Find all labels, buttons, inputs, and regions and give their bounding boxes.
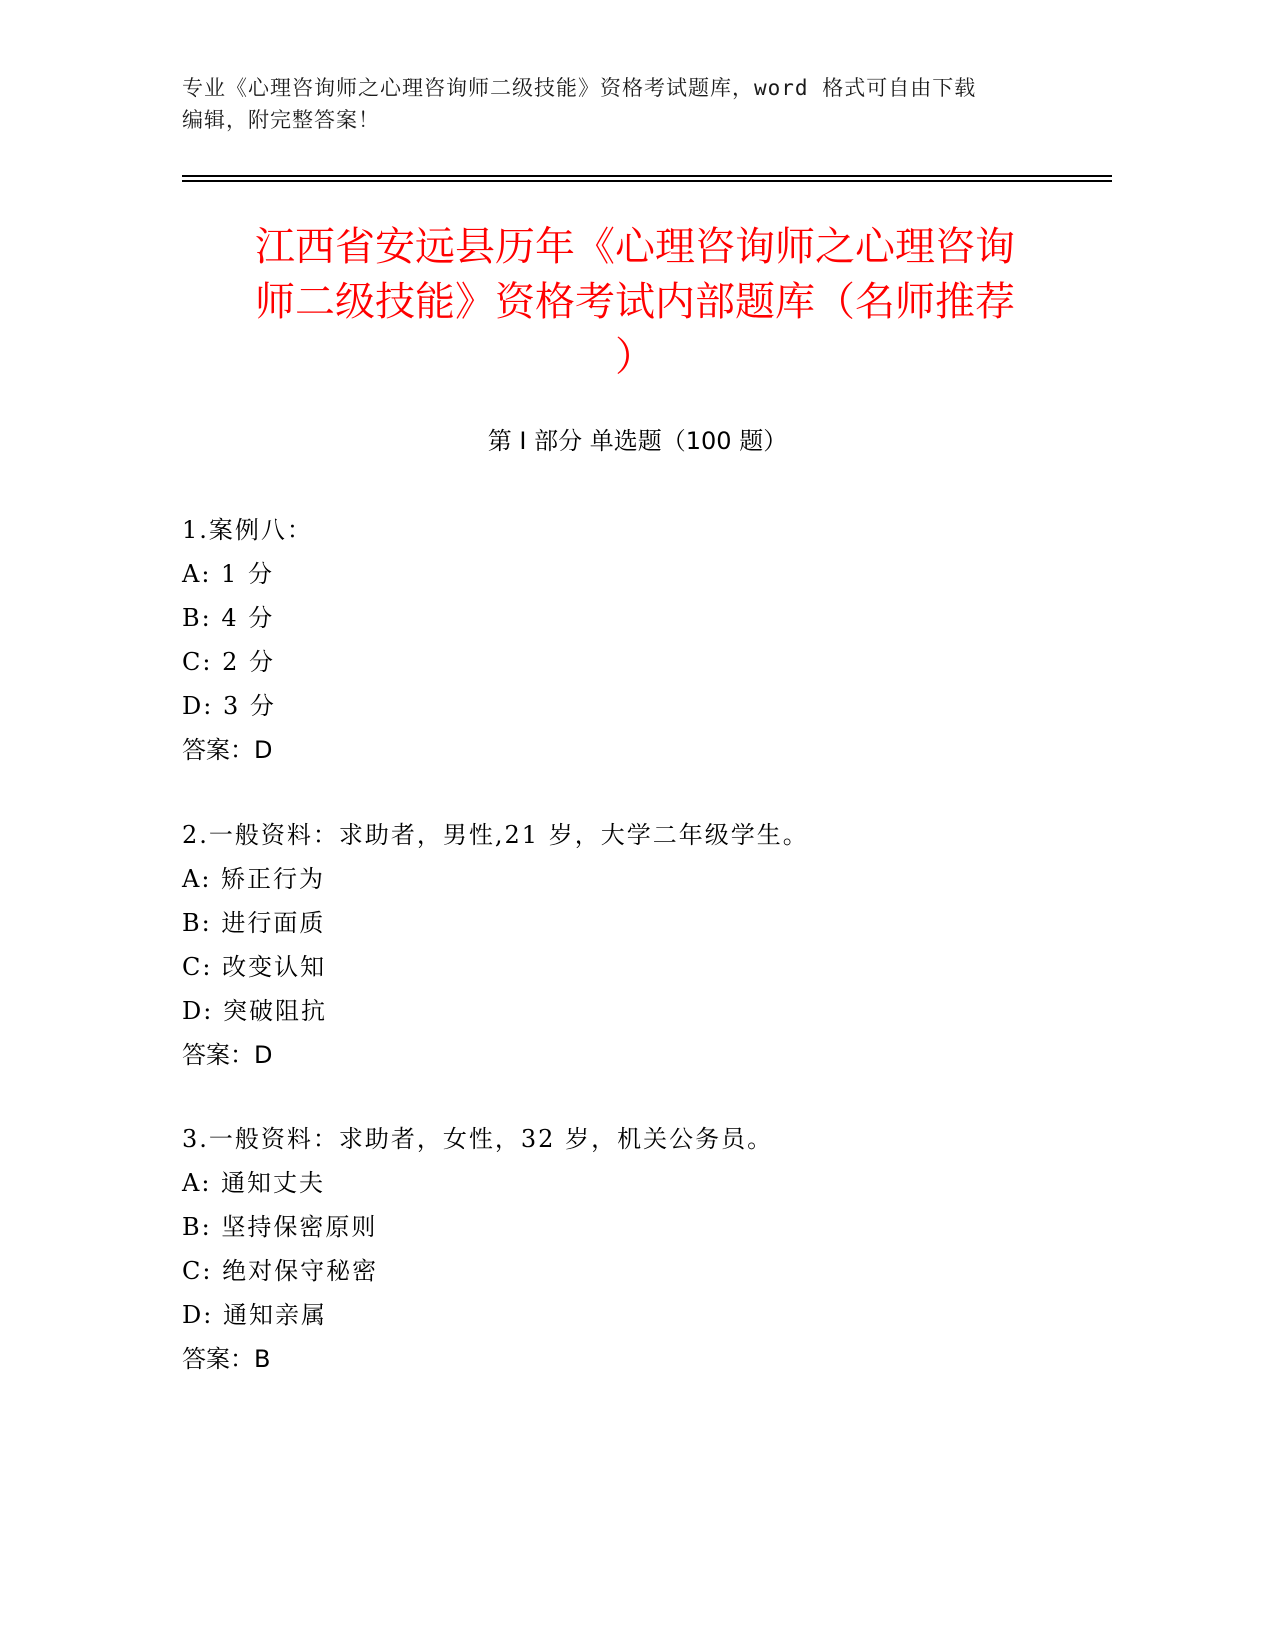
option-b: B: 进行面质 — [182, 909, 326, 937]
option-d: D: 3 分 — [182, 692, 276, 720]
document-title — [190, 220, 1080, 385]
header-note-line-2: 编辑，附完整答案！ — [182, 108, 380, 132]
question-item — [182, 813, 1082, 1077]
option-c: C: 改变认知 — [182, 953, 327, 981]
answer-line: 答案：B — [182, 1345, 271, 1373]
answer-line: 答案：D — [182, 1041, 273, 1069]
document-title-line-2: 师二级技能》资格考试内部题库（名师推荐 — [255, 279, 1015, 325]
header-divider-bottom — [182, 180, 1112, 182]
option-d: D: 通知亲属 — [182, 1301, 327, 1329]
question-item — [182, 508, 1082, 772]
question-stem: 1.案例八： — [182, 516, 313, 544]
option-b: B: 4 分 — [182, 604, 275, 632]
document-title-line-3: ） — [615, 334, 655, 380]
question-stem: 2.一般资料：求助者，男性,21 岁，大学二年级学生。 — [182, 821, 809, 849]
option-a: A: 矫正行为 — [182, 865, 326, 893]
answer-line: 答案：D — [182, 736, 273, 764]
question-stem: 3.一般资料：求助者，女性，32 岁，机关公务员。 — [182, 1125, 774, 1153]
section-title: 第 I 部分 单选题（100 题） — [487, 427, 788, 455]
document-header-note — [182, 72, 1082, 136]
option-c: C: 2 分 — [182, 648, 275, 676]
option-a: A: 通知丈夫 — [182, 1169, 326, 1197]
option-c: C: 绝对保守秘密 — [182, 1257, 379, 1285]
header-note-line-1: 专业《心理咨询师之心理咨询师二级技能》资格考试题库，word 格式可自由下载 — [182, 76, 977, 100]
option-d: D: 突破阻抗 — [182, 997, 327, 1025]
option-b: B: 坚持保密原则 — [182, 1213, 378, 1241]
option-a: A: 1 分 — [182, 560, 274, 588]
question-item — [182, 1117, 1082, 1381]
document-title-line-1: 江西省安远县历年《心理咨询师之心理咨询 — [255, 224, 1015, 270]
header-divider-top — [182, 175, 1112, 177]
